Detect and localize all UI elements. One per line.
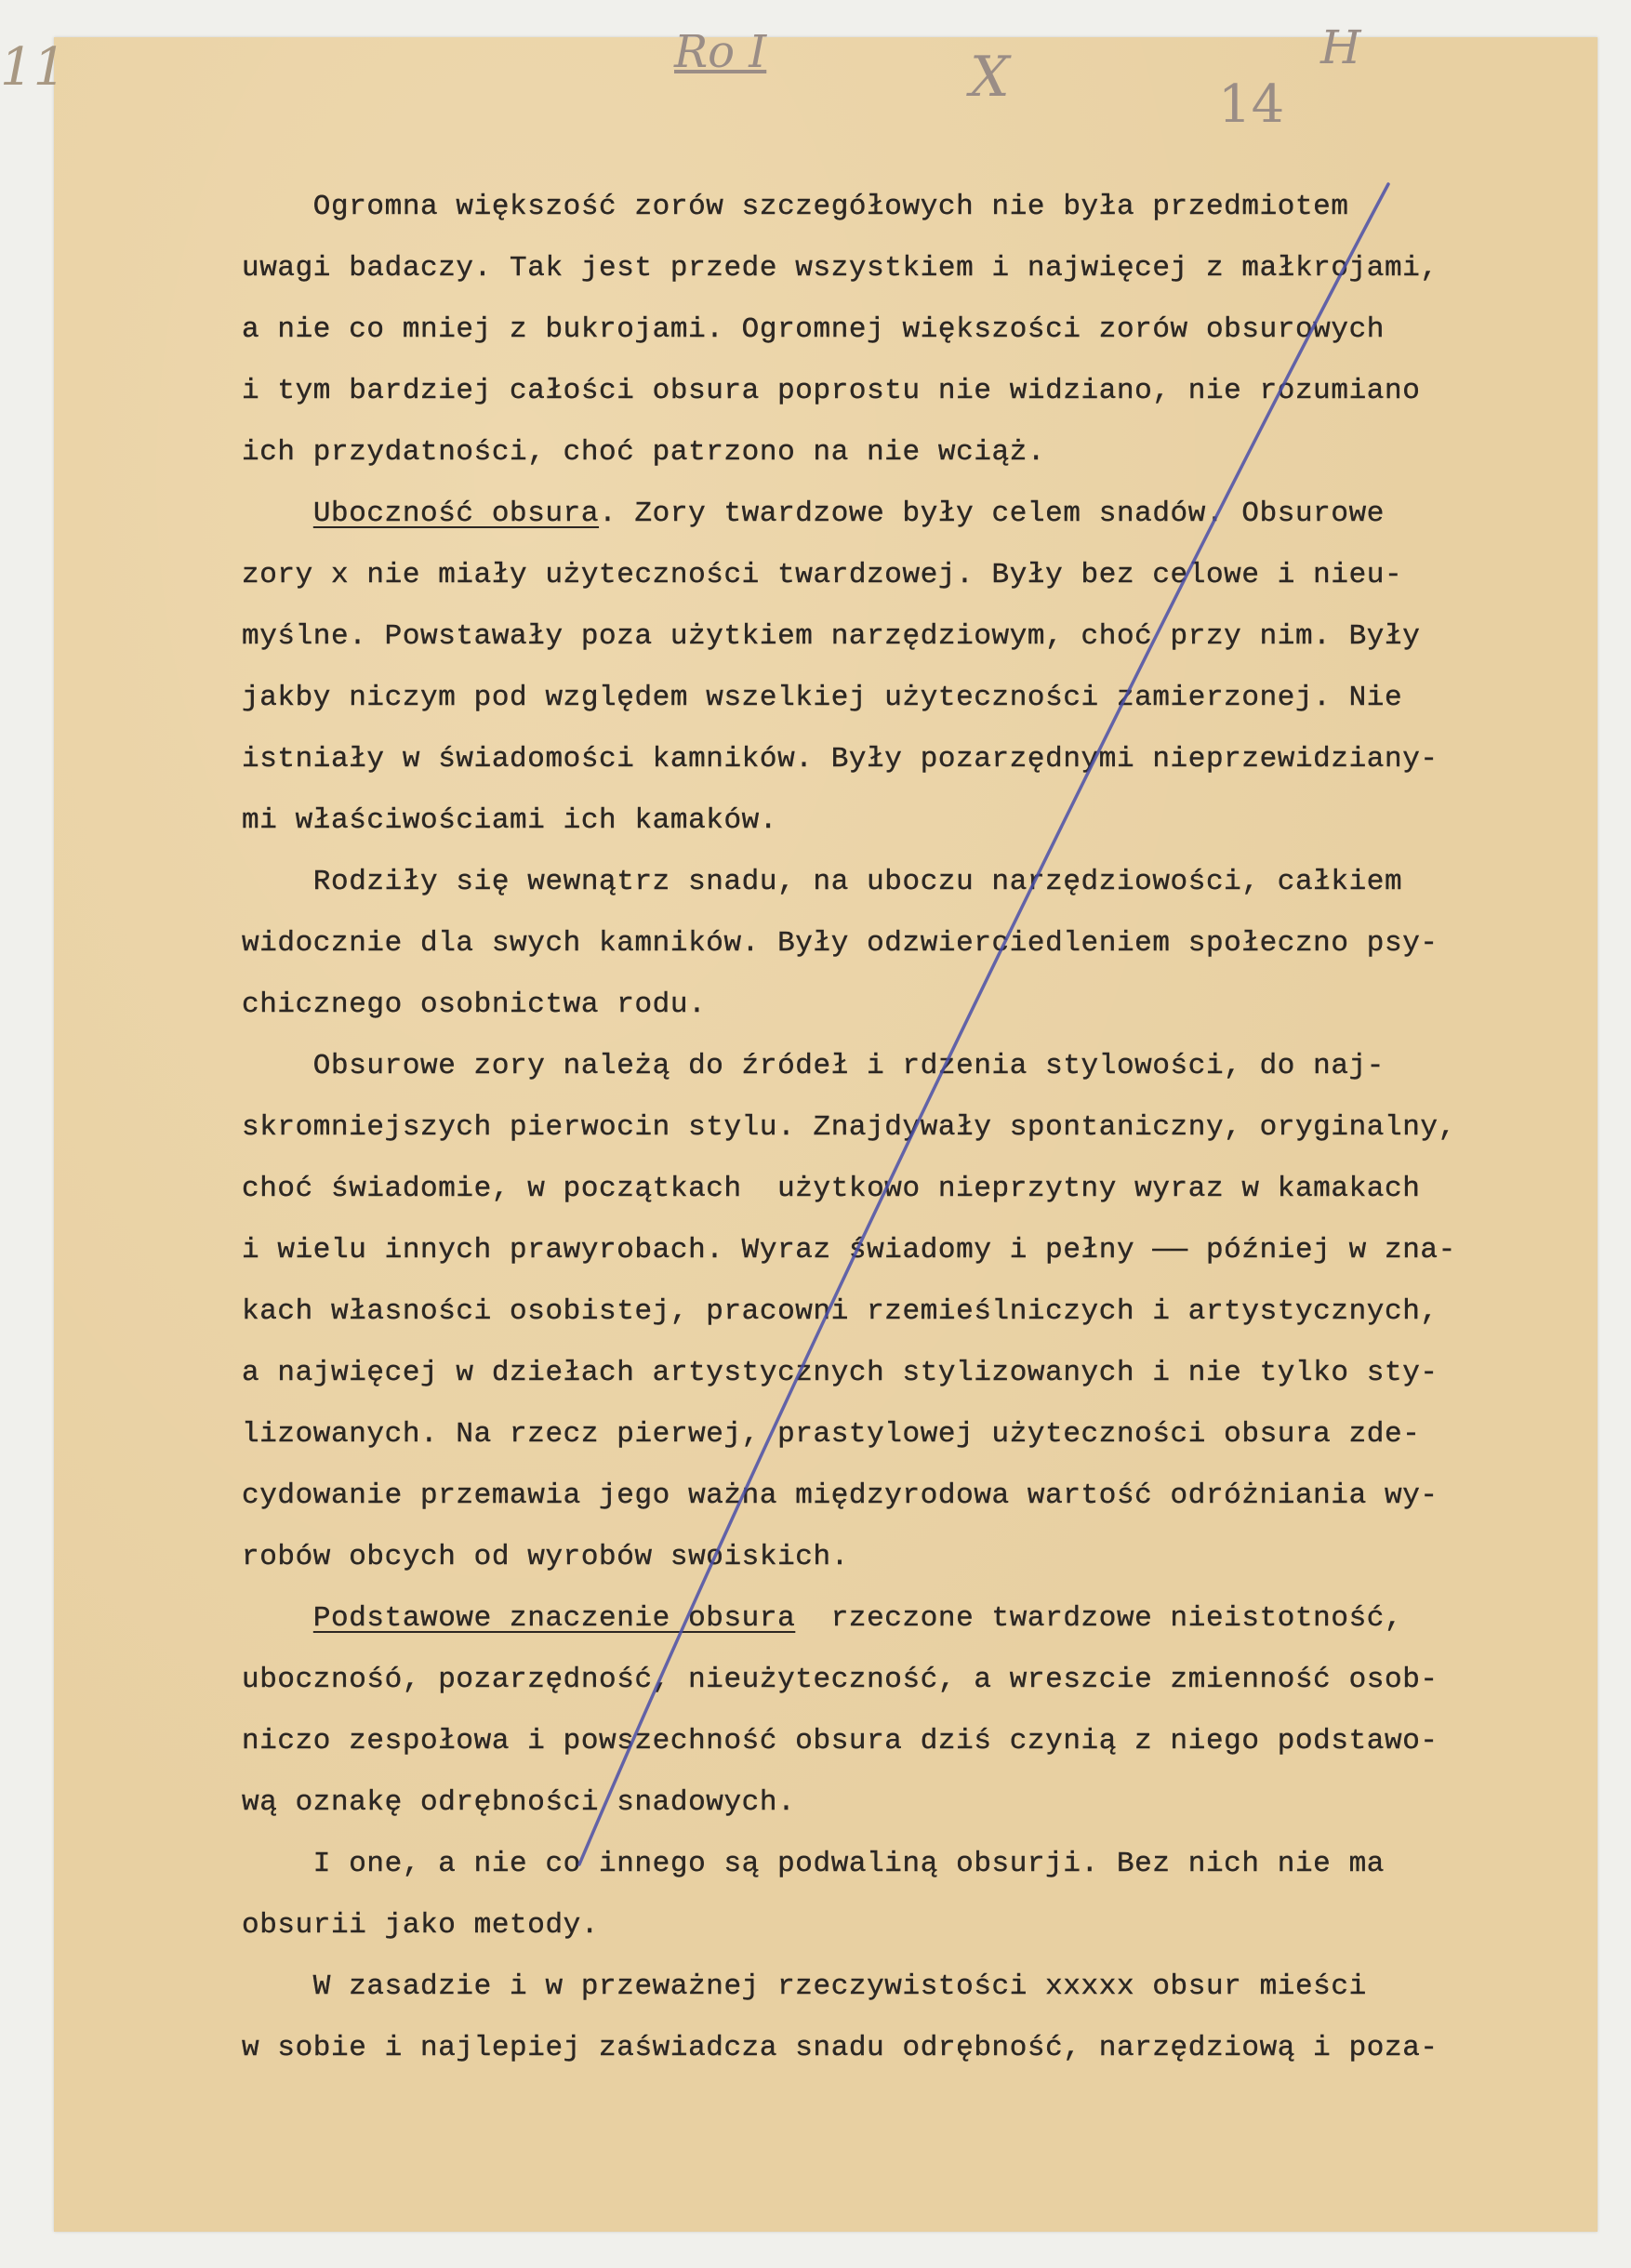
- text-line: jakby niczym pod względem wszelkiej użyteczności zamierzonej. Nie: [242, 682, 1403, 714]
- text-line: Obsurowe zory należą do źródeł i rdzenia stylowości, do naj-: [242, 1050, 1385, 1082]
- margin-note-ro-i: Ro I: [674, 26, 767, 78]
- text-line: obsurii jako metody.: [242, 1909, 600, 1942]
- text-line: a najwięcej w dziełach artystycznych stylizowanych i nie tylko sty-: [242, 1357, 1439, 1389]
- heading-rest: . Zory twardzowe były celem snadów. Obsurowe: [599, 497, 1385, 530]
- text-line: kach własności osobistej, pracowni rzemieślniczych i artystycznych,: [242, 1295, 1439, 1328]
- text-line: choć świadomie, w początkach użytkowo nieprzytny wyraz w kamakach: [242, 1173, 1421, 1205]
- text-line: myślne. Powstawały poza użytkiem narzędziowym, choć przy nim. Były: [242, 620, 1421, 653]
- margin-note-x: X: [970, 45, 1010, 110]
- page-number: 14: [1218, 74, 1285, 135]
- text-line: Ogromna większość zorów szczegółowych nie była przedmiotem: [242, 191, 1349, 223]
- text-line: ich przydatności, choć patrzono na nie wciąż.: [242, 436, 1046, 469]
- text-line: skromniejszych pierwocin stylu. Znajdywały spontaniczny, oryginalny,: [242, 1111, 1456, 1144]
- text-line: W zasadzie i w przeważnej rzeczywistości xxxxx obsur mieści: [242, 1970, 1367, 2003]
- heading-rest: rzeczone twardzowe nieistotność,: [795, 1602, 1403, 1635]
- text-line: wą oznakę odrębności snadowych.: [242, 1786, 796, 1819]
- section-heading: Podstawowe znaczenie obsura: [312, 1602, 796, 1635]
- text-line: I one, a nie co innego są podwaliną obsurji. Bez nich nie ma: [242, 1848, 1385, 1880]
- text-line: istniały w świadomości kamników. Były pozarzędnymi nieprzewidziany-: [242, 743, 1439, 776]
- text-line: niczo zespołowa i powszechność obsura dziś czynią z niego podstawo-: [242, 1725, 1439, 1757]
- text-line: i tym bardziej całości obsura poprostu nie widziano, nie rozumiano: [242, 375, 1421, 407]
- text-line: w sobie i najlepiej zaświadcza snadu odrębność, narzędziową i poza-: [242, 2032, 1439, 2064]
- margin-note-left: 11: [0, 37, 67, 98]
- margin-note-h: H: [1320, 20, 1361, 74]
- text-line: zory x nie miały użyteczności twardzowej. Były bez celowe i nieu-: [242, 559, 1403, 591]
- typed-text-body: [242, 177, 1590, 2079]
- text-line: uwagi badaczy. Tak jest przede wszystkiem i najwięcej z małkrojami,: [242, 252, 1439, 285]
- text-line: a nie co mniej z bukrojami. Ogromnej większości zorów obsurowych: [242, 313, 1385, 346]
- heading-line-1: [242, 484, 1590, 545]
- text-line: mi właściwościami ich kamaków.: [242, 804, 778, 837]
- heading-line-2: [242, 1588, 1590, 1650]
- text-line: cydowanie przemawia jego ważna międzyrodowa wartość odróżniania wy-: [242, 1479, 1439, 1512]
- text-line: chicznego osobnictwa rodu.: [242, 988, 707, 1021]
- section-heading: Uboczność obsura: [312, 497, 600, 530]
- text-line: lizowanych. Na rzecz pierwej, prastylowej użyteczności obsura zde-: [242, 1418, 1421, 1451]
- text-line: ubocznośó, pozarzędność, nieużyteczność, a wreszcie zmienność osob-: [242, 1664, 1439, 1696]
- text-line: widocznie dla swych kamników. Były odzwierciedleniem społeczno psy-: [242, 927, 1439, 960]
- text-line: Rodziły się wewnątrz snadu, na uboczu narzędziowości, całkiem: [242, 866, 1403, 898]
- text-line: i wielu innych prawyrobach. Wyraz świadomy i pełny —— później w zna-: [242, 1234, 1456, 1267]
- text-line: robów obcych od wyrobów swoiskich.: [242, 1541, 849, 1573]
